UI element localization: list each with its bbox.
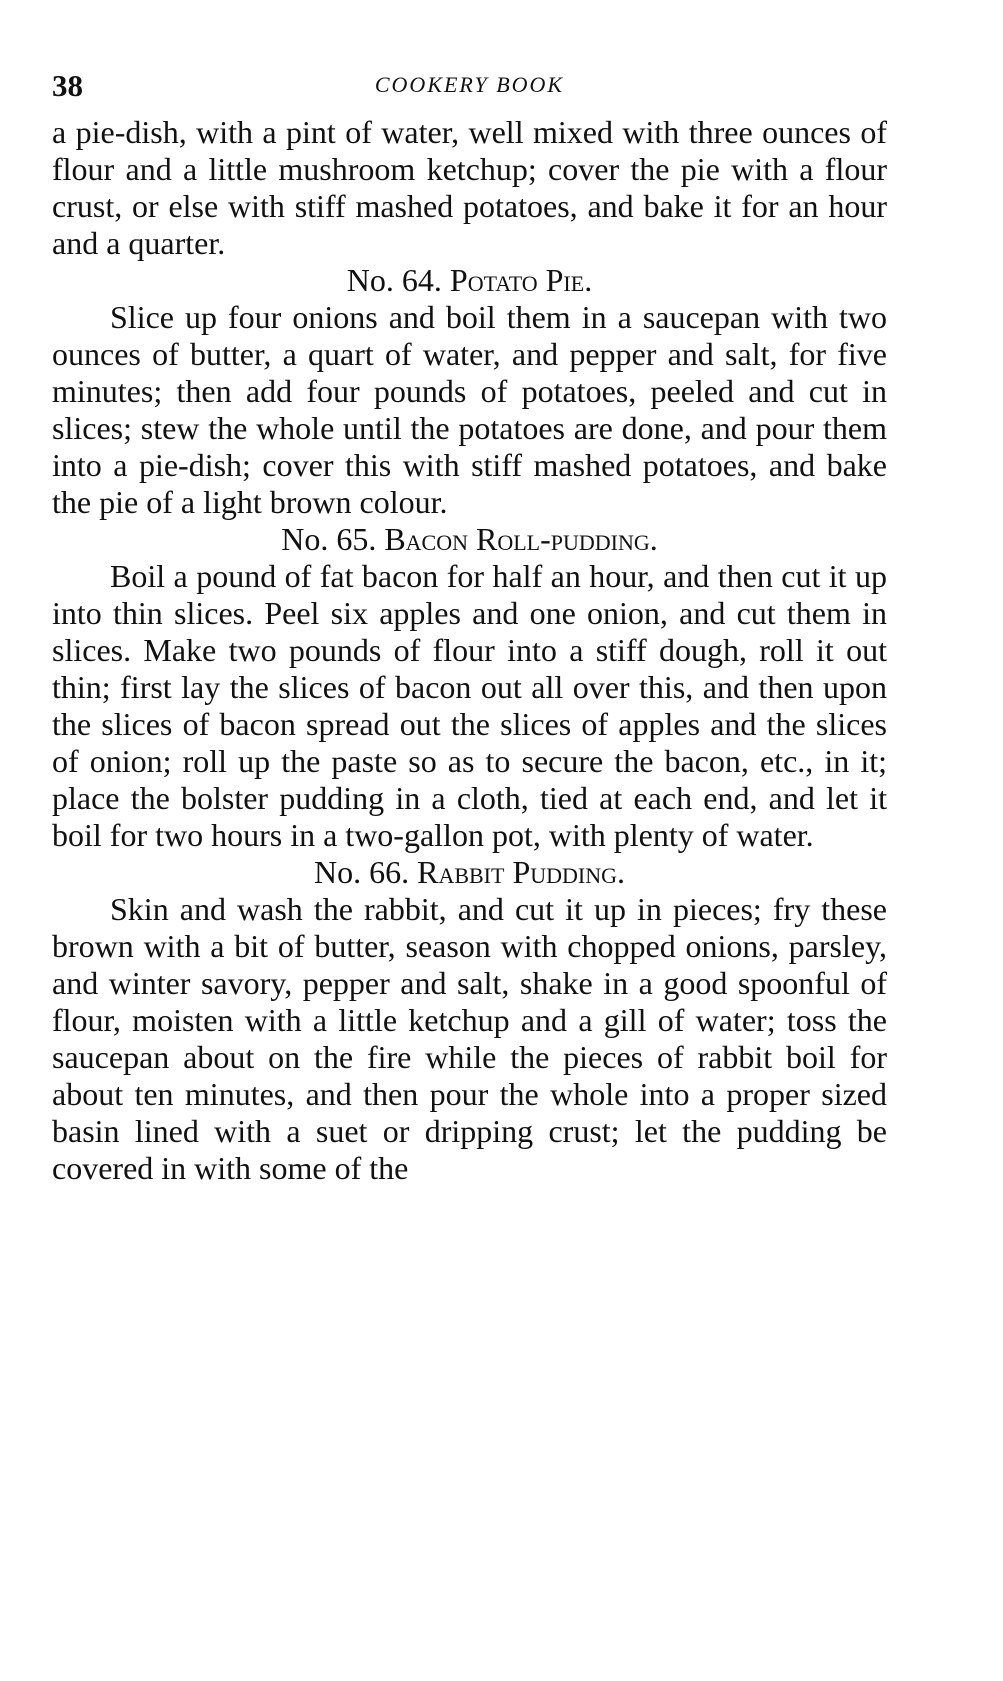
recipe-heading-64 — [52, 262, 887, 299]
recipe-title: Potato Pie. — [449, 262, 593, 298]
running-title: COOKERY BOOK — [374, 72, 565, 97]
book-page — [52, 68, 887, 1187]
recipe-number: No. 65. — [281, 521, 377, 557]
recipe-text-65: Boil a pound of fat bacon for half an hour, and then cut it up into thin slices. Peel six apples and one onion, and cut them in slices. Make two pounds of flour into a stiff dough, roll it out thin; first lay the slices of bacon out all over this, and then upon the slices of bacon spread out the slices of apples and the slices of onion; roll up the paste so as to secure the bacon, etc., in it; place the bolster pudding in a cloth, tied at each end, and let it boil for two hours in a two-gallon pot, with plenty of water. — [52, 558, 887, 853]
page-number: 38 — [52, 68, 83, 103]
recipe-text-64: Slice up four onions and boil them in a saucepan with two ounces of butter, a quart of water, and pepper and salt, for five minutes; then add four pounds of potatoes, peeled and cut in slices; stew the whole until the potatoes are done, and pour them into a pie-dish; cover this with stiff mashed potatoes, and bake the pie of a light brown colour. — [52, 299, 887, 520]
recipe-text-66: Skin and wash the rabbit, and cut it up in pieces; fry these brown with a bit of butter, season with chopped onions, parsley, and winter savory, pepper and salt, shake in a good spoonful of flour, moisten with a little ketchup and a gill of water; toss the saucepan about on the fire while the pieces of rabbit boil for about ten minutes, and then pour the whole into a proper sized basin lined with a suet or dripping crust; let the pudding be covered in with some of the — [52, 891, 887, 1186]
recipe-number: No. 64. — [346, 262, 442, 298]
recipe-number: No. 66. — [313, 854, 410, 890]
recipe-title: Bacon Roll-pudding. — [384, 521, 658, 557]
recipe-heading-65 — [52, 521, 887, 558]
running-head — [52, 68, 887, 112]
continuation-paragraph: a pie-dish, with a pint of water, well mixed with three ounces of flour and a little mushroom ketchup; cover the pie with a flour crust, or else with stiff mashed potatoes, and bake it for an hour and a quarter. — [52, 114, 887, 261]
recipe-title: Rabbit Pudding. — [417, 854, 625, 890]
recipe-heading-66 — [52, 854, 887, 891]
